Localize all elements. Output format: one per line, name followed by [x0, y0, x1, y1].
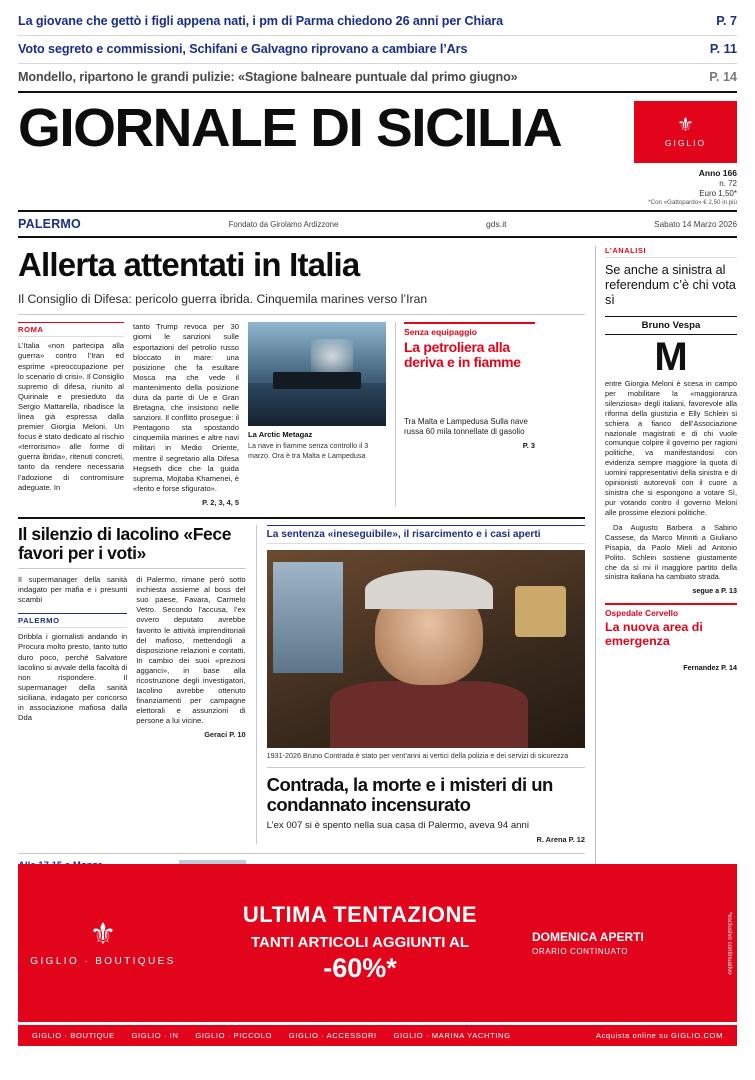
- issue-info: [617, 168, 737, 206]
- iacolino-body-1: Dribbla i giornalisti andando in Procura molto presto, tanto tutto duro poco, perché Salvatore Iacolino si avvale della facoltà di non rispondere. Il supermanager della sanità siciliana, indagato per concorso in associazione mafiosa dalla Dda: [18, 632, 128, 723]
- bottom-advertisement[interactable]: [18, 864, 737, 1022]
- analysis-author: Bruno Vespa: [605, 316, 737, 335]
- ad-title: ULTIMA TENTAZIONE: [242, 902, 478, 927]
- contrada-dek: L’ex 007 si è spento nella sua casa di Palermo, aveva 94 anni: [266, 820, 529, 832]
- smoke-shape: [311, 339, 352, 374]
- strap-item-1[interactable]: [18, 8, 737, 36]
- ad-shop-online[interactable]: Acquista online su GIGLIO.COM: [595, 1031, 723, 1040]
- iacolino-kicker: PALERMO: [18, 613, 127, 628]
- top-strap: [0, 0, 755, 95]
- fleur-de-lis-icon: ⚜: [89, 917, 117, 951]
- ad-brand-item[interactable]: GIGLIO · IN: [131, 1031, 179, 1040]
- photo-caption-title: La Arctic Metagaz: [248, 430, 313, 440]
- contrada-title: Contrada, la morte e i misteri di un condannato incensurato: [267, 767, 585, 815]
- iacolino-article[interactable]: [18, 525, 246, 844]
- contrada-article[interactable]: [256, 525, 585, 844]
- newspaper-logo: GIORNALE DI SICILIA: [18, 98, 562, 158]
- lead-article: [18, 322, 585, 507]
- ad-subtitle: TANTI ARTICOLI AGGIUNTI AL: [250, 934, 470, 951]
- lead-headline[interactable]: Allerta attentati in Italia: [18, 246, 360, 284]
- analysis-body-1: entre Giorgia Meloni è scesa in campo per mobilitare la «maggioranza silenziosa» degli italiani, favorevole alla riforma della giustizia e Elly Schlein si schiera a fianco dell’Associazione nazionale magistrati e di chi vuole comunque colpire il governo per ragioni politiche, va manifestandosi con evidenza sempre maggiore la quota di uomini rappresentativi della sinistra e di opinionisti autorevoli con il cuore a sinistra che si espongono a votare Sì, pur votando contro il governo Meloni alle prossime elezioni politiche.: [605, 378, 737, 517]
- issue-number: n. 72: [719, 178, 737, 188]
- iacolino-page-ref: Geraci P. 10: [204, 730, 246, 740]
- hospital-brief[interactable]: [605, 603, 737, 671]
- torso-shape: [330, 681, 527, 748]
- ad-open-hours: ORARIO CONTINUATO: [532, 947, 629, 956]
- lead-body-1: L’Italia «non partecipa alla guerra» contro l’Iran ed esprime «preoccupazione per lo scenario di crisi». Il Consiglio supremo di difesa, riunito al Quirinale e presieduto da Sergio Mattarella, ribadisce la linea già espressa dalla premier Giorgia Meloni. Un focus è stato dedicato al rischio «terrorismo» alle forme di guerra ibrida», ritenuti concreti, tanto da rendere necessaria l’adozione di contromisure adeguate. In: [18, 341, 124, 492]
- lead-text-column-2: [133, 322, 239, 507]
- ad-brand-item[interactable]: GIGLIO · PICCOLO: [195, 1031, 273, 1040]
- strap-item-3[interactable]: [18, 64, 737, 93]
- lamp-shape: [515, 586, 566, 637]
- secondary-page-ref: P. 3: [522, 441, 535, 451]
- strap-item-2[interactable]: [18, 36, 737, 64]
- ad-open-sunday: DOMENICA APERTI: [532, 930, 644, 944]
- contrada-topline: La sentenza «ineseguibile», il risarcimento e i casi aperti: [267, 525, 585, 544]
- hospital-title: La nuova area di emergenza: [605, 620, 703, 649]
- fleur-de-lis-icon: ⚜: [676, 115, 695, 136]
- issue-price: Euro 1,50*: [699, 188, 737, 198]
- strap-headline: La giovane che gettò i figli appena nati, i pm di Parma chiedono 26 anni per Chiara: [18, 14, 504, 28]
- sea-shape: [248, 383, 386, 427]
- lead-subheadline: Il Consiglio di Difesa: pericolo guerra ibrida. Cinquemila marines verso l’Iran: [18, 292, 585, 315]
- iacolino-columns: [18, 575, 246, 739]
- ad-brand-name: GIGLIO · BOUTIQUES: [30, 955, 176, 967]
- issue-price-note: *Con «Gattopardo» € 2,50 in più: [648, 198, 737, 206]
- website-url[interactable]: gds.it: [485, 219, 507, 230]
- ad-opening-info: [532, 864, 722, 1022]
- secondary-title: La petroliera alla deriva e in fiamme: [404, 339, 521, 371]
- issue-year: Anno 166: [698, 168, 737, 178]
- lead-text-column-1: [18, 322, 124, 507]
- tanker-fire-photo: [248, 322, 386, 426]
- strap-headline: Voto segreto e commissioni, Schifani e Galvagno riprovano a cambiare l’Ars: [18, 42, 468, 56]
- ad-logo-block: [18, 864, 188, 1022]
- ad-disclaimer: *esclusivo continuativo: [726, 911, 733, 975]
- photo-caption: La nave in fiamme senza controllo il 3 marzo. Ora è tra Malta e Lampedusa: [248, 441, 369, 460]
- strap-page-ref: P. 14: [709, 70, 737, 84]
- ad-footer-bar: [18, 1024, 737, 1046]
- hair-shape: [365, 570, 492, 610]
- analysis-dropcap: M: [654, 334, 688, 379]
- lead-photo-block: [248, 322, 386, 507]
- analysis-body-wrap: [605, 334, 737, 596]
- main-column: [18, 246, 595, 946]
- ad-brand-item[interactable]: GIGLIO · BOUTIQUE: [32, 1031, 115, 1040]
- strap-headline: Mondello, ripartono le grandi pulizie: «Stagione balneare puntuale dal primo giugno»: [18, 70, 518, 84]
- founder-line: Fondato da Girolamo Ardizzone: [228, 219, 339, 229]
- issue-date: Sabato 14 Marzo 2026: [654, 219, 737, 229]
- iacolino-col-2: [136, 575, 245, 739]
- ad-discount: -60%*: [323, 953, 397, 983]
- iacolino-title: Il silenzio di Iacolino «Fece favori per i voti»: [18, 525, 246, 569]
- lead-body-2: tanto Trump revoca per 30 giorni le sanzioni sulle esportazioni del petrolio russo bloccato in mare: una posizione che fa esultare Mosca ma che vede il mantenimento della posizione dura da parte di Ue e Gran Bretagna, che insistono nelle sanzioni. Il conflitto prosegue: il Pentagono sta spostando cinquemila marines e altre navi militari in Medio Oriente, mentre il segretario alla Difesa Hegseth dice che la guida suprema, Mojtaba Khamenei, è «ferito e forse sfigurato».: [133, 322, 239, 493]
- analysis-continues-ref: segue a P. 13: [692, 586, 737, 596]
- iacolino-standfirst: Il supermanager della sanità indagato per mafia e i presunti scambi: [18, 575, 128, 605]
- ad-message: [188, 864, 532, 1022]
- ad-brand-list: [32, 1031, 525, 1040]
- window-shape: [273, 562, 343, 673]
- masthead-right: [617, 101, 737, 206]
- strap-page-ref: P. 11: [709, 42, 737, 56]
- giglio-logo-badge[interactable]: [634, 101, 737, 163]
- masthead: [0, 95, 755, 206]
- analysis-body-2: Da Augusto Barbera a Sabino Cassese, da Marco Minniti a Giuliano Pisapia, da Paolo Mieli ad Antonio Polito. Schlein sostiene giustamente che da sì mi il maggiore partito della sinistra italiana ha cambiato strada.: [605, 522, 737, 582]
- hospital-kicker: Ospedale Cervello: [605, 608, 679, 619]
- edition-city: PALERMO: [18, 217, 81, 232]
- secondary-story-box[interactable]: [395, 322, 535, 507]
- edition-info-bar: [18, 210, 737, 238]
- analysis-rail: [595, 246, 737, 946]
- middle-section: [18, 517, 585, 844]
- contrada-page-ref: R. Arena P. 12: [536, 835, 585, 845]
- analysis-title[interactable]: Se anche a sinistra al referendum c’è chi vota sì: [605, 263, 736, 308]
- ad-brand-item[interactable]: GIGLIO · MARINA YACHTING: [393, 1031, 511, 1040]
- lead-kicker: ROMA: [18, 322, 124, 337]
- analysis-kicker: L’ANALISI: [605, 246, 737, 258]
- page-body: [0, 246, 755, 946]
- iacolino-col-1: [18, 575, 127, 739]
- red-rule: [404, 322, 535, 450]
- ship-shape: [273, 372, 361, 389]
- secondary-kicker: Senza equipaggio: [404, 327, 478, 338]
- iacolino-body-2: di Palermo, rimane però sotto inchiesta assieme al boss del suo paese, Favara, Carmelo Vetro. Secondo l’accusa, l’ex ovvero deputato avrebbe favorito le attività imprenditoriali del mafioso, mettendogli a disposizione relazioni e contatti. In cambio dei suoi «preziosi agganci», in base alla ricostruzione degli investigatori, Iacolino avrebbe ottenuto finanziamenti per campagne elettorali e assunzioni di persone a lui vicine.: [136, 575, 246, 726]
- hospital-page-ref: Fernandez P. 14: [683, 662, 737, 672]
- secondary-summary: Tra Malta e Lampedusa Sulla nave russa 60 mila tonnellate di gasolio: [404, 416, 528, 437]
- contrada-portrait-photo: [267, 550, 585, 748]
- giglio-brand-name: GIGLIO: [664, 138, 707, 148]
- strap-page-ref: P. 7: [716, 14, 737, 28]
- lead-page-ref: P. 2, 3, 4, 5: [202, 497, 239, 507]
- contrada-photo-caption: 1931-2026 Bruno Contrada è stato per vent’anni ai vertici della polizia e dei servizi di sicurezza: [266, 750, 569, 760]
- ad-brand-item[interactable]: GIGLIO · ACCESSORI: [288, 1031, 377, 1040]
